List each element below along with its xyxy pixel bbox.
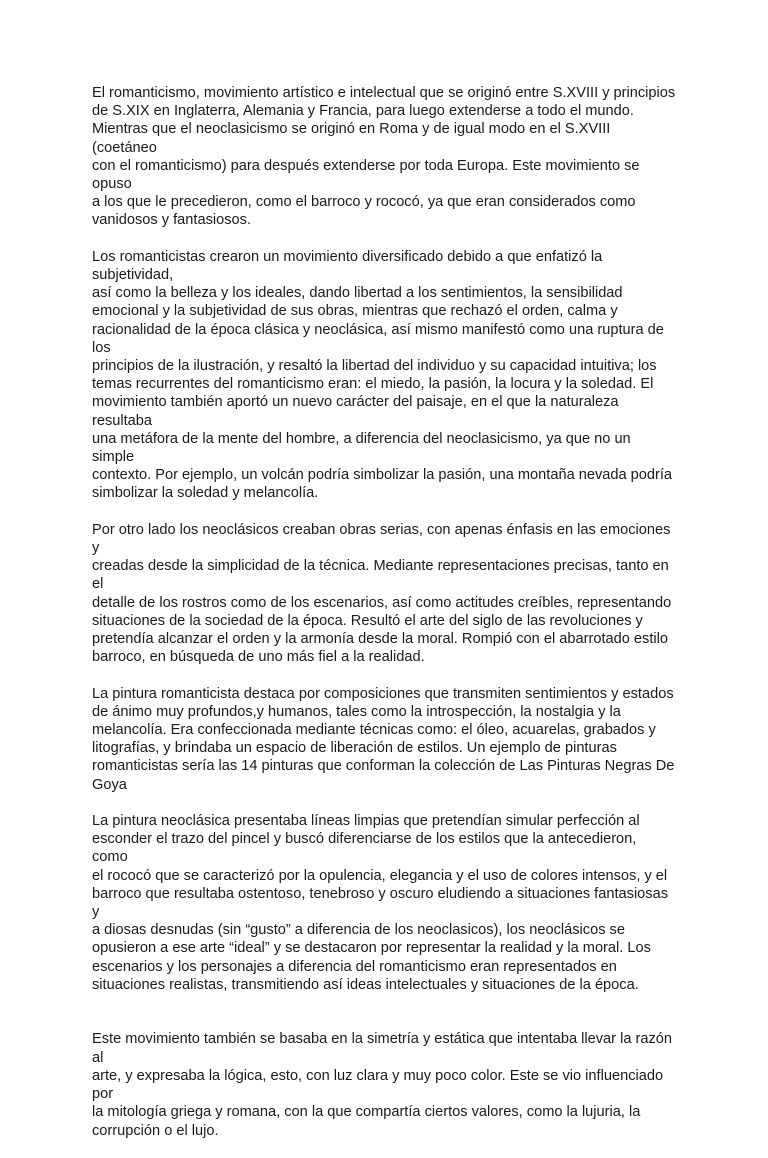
paragraph-romanticism-origin: El romanticismo, movimiento artístico e intelectual que se originó entre S.XVIII y principios de S.XIX en Inglaterra, Alemania y Francia, para luego extenderse a todo el mundo. Mientras que el neoclasicismo se originó en Roma y de igual modo en el S.XVIII (coetáneo con el romanticismo) para después extenderse por toda Europa. Este movimiento se opuso a los que le precedieron, como el barroco y rococó, ya que eran considerados como vanidosos y fantasiosos. bbox=[92, 85, 676, 229]
paragraph-romanticists: Los romanticistas crearon un movimiento diversificado debido a que enfatizó la subjetividad, así como la belleza y los ideales, dando libertad a los sentimientos, la sensibilidad emocional y la subjetividad de sus obras, mientras que rechazó el orden, calma y racionalidad de la época clásica y neoclásica, así mismo manifestó como una ruptura de los principios de la ilustración, y resaltó la libertad del individuo y su capacidad intuitiva; los temas recurrentes del romanticismo eran: el miedo, la pasión, la locura y la soledad. El movimiento también aportó un nuevo carácter del paisaje, en el que la naturaleza resultaba una metáfora de la mente del hombre, a diferencia del neoclasicismo, ya que no un simple contexto. Por ejemplo, un volcán podría simbolizar la pasión, una montaña nevada podría simbolizar la soledad y melancolía. bbox=[92, 248, 673, 502]
paragraph-neoclassicists: Por otro lado los neoclásicos creaban obras serias, con apenas énfasis en las emociones y creadas desde la simplicidad de la técnica. Mediante representaciones precisas, tanto en el detalle de los rostros como de los escenarios, así como actitudes creíbles, representando situaciones de la sociedad de la época. Resultó el arte del siglo de las revoluciones y pretendía alcanzar el orden y la armonía desde la moral. Rompió con el abarrotado estilo barroco, en búsqueda de uno más fiel a la realidad. bbox=[92, 521, 672, 666]
document-body bbox=[92, 84, 676, 1158]
paragraph-symmetry: Este movimiento también se basaba en la simetría y estática que intentaba llevar la razón al arte, y expresaba la lógica, esto, con luz clara y muy poco color. Este se vio influenciado por la mitología griega y romana, con la que compartía ciertos valores, como la lujuria, la corrupción o el lujo. bbox=[92, 1031, 673, 1139]
paragraph-romantic-painting: La pintura romanticista destaca por composiciones que transmiten sentimientos y estados de ánimo muy profundos,y humanos, tales como la introspección, la nostalgia y la melancolía. Era confeccionada mediante técnicas como: el óleo, acuarelas, grabados y litografías, y brindaba un espacio de liberación de estilos. Un ejemplo de pinturas romanticistas sería las 14 pinturas que conforman la colección de Las Pinturas Negras De Goya bbox=[92, 685, 675, 793]
paragraph-neoclassical-painting: La pintura neoclásica presentaba líneas limpias que pretendían simular perfección al esconder el trazo del pincel y buscó diferenciarse de los estilos que la antecedieron, como el rococó que se caracterizó por la opulencia, elegancia y el uso de colores intensos, y el barroco que resultaba ostentoso, tenebroso y oscuro eludiendo a situaciones fantasiosas y a diosas desnudas (sin “gusto” a diferencia de los neoclasicos), los neoclásicos se opusieron a ese arte “ideal” y se destacaron por representar la realidad y la moral. Los escenarios y los personajes a diferencia del romanticismo eran representados en situaciones realistas, transmitiendo así ideas intelectuales y situaciones de la época. bbox=[92, 813, 669, 993]
